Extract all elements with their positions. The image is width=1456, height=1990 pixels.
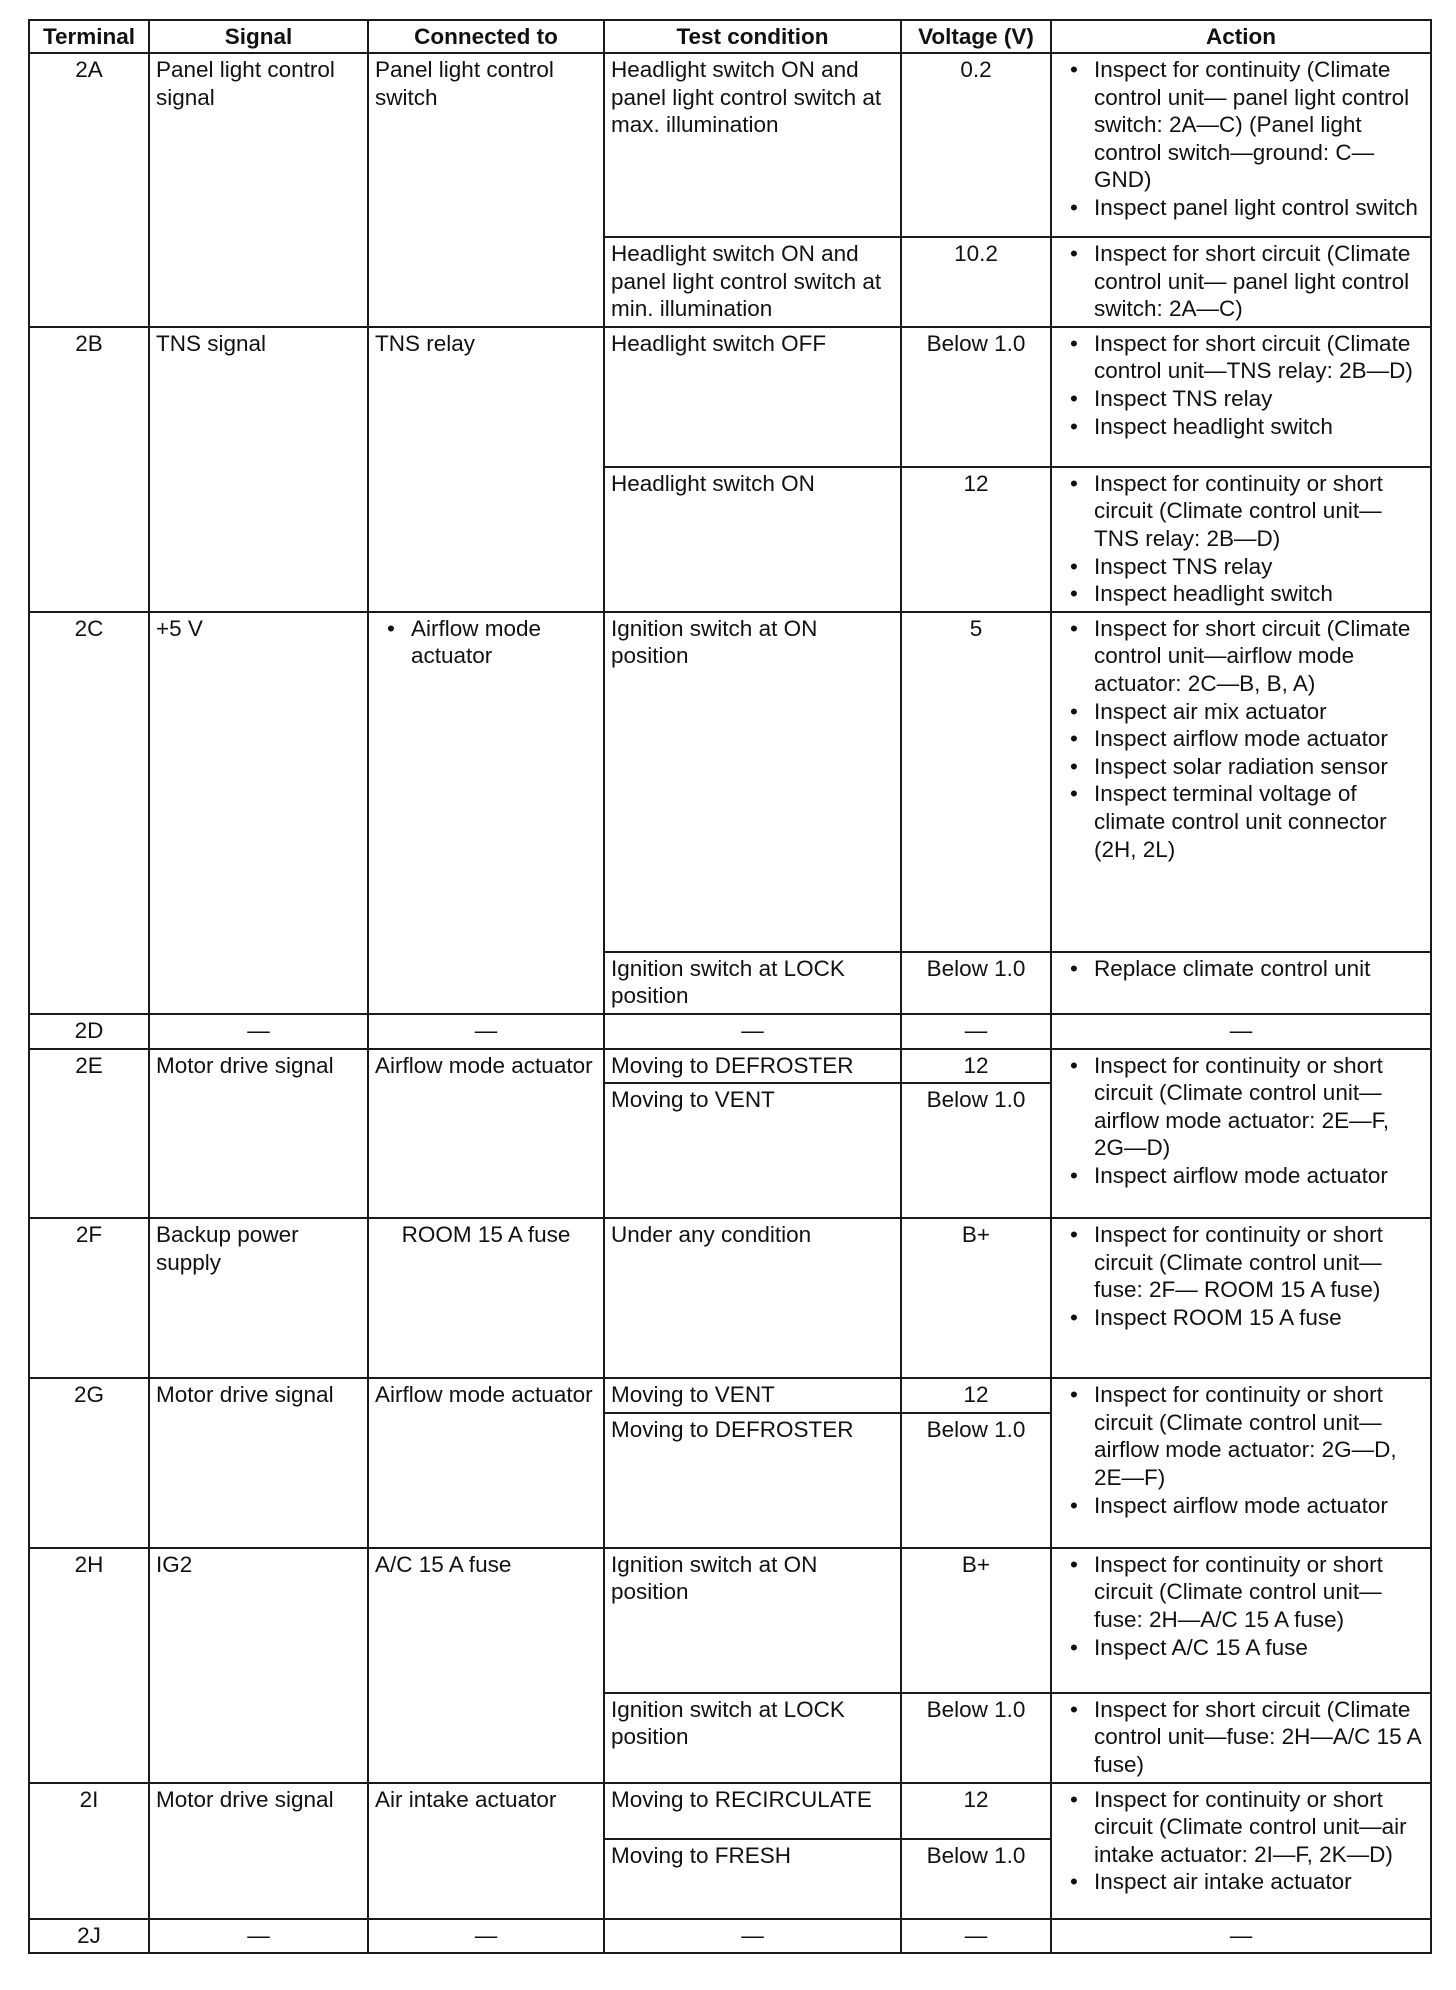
action-item: • Inspect for short circuit (Climate control unit— panel light control switch: 2A—C) xyxy=(1094,240,1424,323)
action-item: • Inspect airflow mode actuator xyxy=(1094,725,1424,753)
action-item: • Inspect for short circuit (Climate control unit—TNS relay: 2B—D) xyxy=(1094,330,1424,385)
action-cell xyxy=(1051,1049,1431,1219)
table-row xyxy=(29,53,1431,237)
action-list xyxy=(1058,1696,1424,1779)
voltage-cell: 12 xyxy=(901,467,1051,612)
empty-dash-cell: — xyxy=(604,1919,901,1954)
connected-to-cell: Airflow mode actuator xyxy=(368,1378,604,1548)
terminal-cell: 2C xyxy=(29,612,149,1014)
voltage-cell: 0.2 xyxy=(901,53,1051,237)
terminal-cell: 2F xyxy=(29,1218,149,1378)
test-condition-cell: Ignition switch at LOCK position xyxy=(604,1693,901,1783)
action-item: • Inspect panel light control switch xyxy=(1094,194,1424,222)
table-row xyxy=(29,1014,1431,1049)
test-condition-cell: Moving to VENT xyxy=(604,1083,901,1218)
signal-cell: +5 V xyxy=(149,612,368,1014)
action-cell xyxy=(1051,237,1431,327)
action-item: • Inspect solar radiation sensor xyxy=(1094,753,1424,781)
terminal-cell: 2J xyxy=(29,1919,149,1954)
connected-to-cell: TNS relay xyxy=(368,327,604,612)
action-list xyxy=(1058,615,1424,863)
action-item: • Inspect for continuity or short circuit (Climate control unit—fuse: 2F— ROOM 15 A fuse) xyxy=(1094,1221,1424,1304)
table-row xyxy=(29,1378,1431,1413)
test-condition-cell: Headlight switch ON and panel light control switch at min. illumination xyxy=(604,237,901,327)
table-row xyxy=(29,1218,1431,1378)
test-condition-cell: Moving to VENT xyxy=(604,1378,901,1413)
action-cell xyxy=(1051,612,1431,952)
action-item: • Inspect air intake actuator xyxy=(1094,1868,1424,1896)
test-condition-cell: Headlight switch ON and panel light control switch at max. illumination xyxy=(604,53,901,237)
terminal-inspection-table xyxy=(28,19,1432,1954)
table-row xyxy=(29,1049,1431,1084)
connected-to-cell: ROOM 15 A fuse xyxy=(368,1218,604,1378)
test-condition-cell: Headlight switch OFF xyxy=(604,327,901,467)
empty-dash-cell: — xyxy=(604,1014,901,1049)
test-condition-cell: Headlight switch ON xyxy=(604,467,901,612)
action-item: • Inspect for continuity or short circuit (Climate control unit—air intake actuator: 2I—F, 2K—D) xyxy=(1094,1786,1424,1869)
action-list xyxy=(1058,1381,1424,1519)
action-item: • Inspect for continuity or short circuit (Climate control unit—airflow mode actuator: 2E—F, 2G—D) xyxy=(1094,1052,1424,1162)
header-connected-to: Connected to xyxy=(368,20,604,53)
action-item: • Inspect airflow mode actuator xyxy=(1094,1492,1424,1520)
signal-cell: Motor drive signal xyxy=(149,1378,368,1548)
voltage-cell: 12 xyxy=(901,1378,1051,1413)
connected-to-cell: Panel light control switch xyxy=(368,53,604,327)
voltage-cell: Below 1.0 xyxy=(901,327,1051,467)
action-list xyxy=(1058,955,1424,983)
action-item: • Inspect airflow mode actuator xyxy=(1094,1162,1424,1190)
test-condition-cell: Moving to DEFROSTER xyxy=(604,1049,901,1084)
connected-to-cell: A/C 15 A fuse xyxy=(368,1548,604,1783)
action-cell xyxy=(1051,952,1431,1014)
voltage-cell: Below 1.0 xyxy=(901,1413,1051,1548)
action-cell xyxy=(1051,53,1431,237)
action-cell xyxy=(1051,1548,1431,1693)
terminal-cell: 2A xyxy=(29,53,149,327)
terminal-inspection-table-wrapper xyxy=(28,19,1430,1954)
action-list xyxy=(1058,470,1424,608)
signal-cell: IG2 xyxy=(149,1548,368,1783)
signal-cell: Panel light control signal xyxy=(149,53,368,327)
action-item: • Inspect TNS relay xyxy=(1094,553,1424,581)
table-row xyxy=(29,1919,1431,1954)
terminal-cell: 2B xyxy=(29,327,149,612)
terminal-cell: 2I xyxy=(29,1783,149,1919)
action-item: • Inspect for short circuit (Climate control unit—airflow mode actuator: 2C—B, B, A) xyxy=(1094,615,1424,698)
terminal-cell: 2H xyxy=(29,1548,149,1783)
signal-cell: Motor drive signal xyxy=(149,1783,368,1919)
action-list xyxy=(1058,1786,1424,1896)
voltage-cell: Below 1.0 xyxy=(901,1693,1051,1783)
connected-to-cell xyxy=(368,612,604,1014)
test-condition-cell: Moving to FRESH xyxy=(604,1839,901,1919)
action-cell xyxy=(1051,1218,1431,1378)
action-item: • Inspect TNS relay xyxy=(1094,385,1424,413)
header-action: Action xyxy=(1051,20,1431,53)
signal-cell: TNS signal xyxy=(149,327,368,612)
action-list xyxy=(1058,330,1424,440)
test-condition-cell: Moving to RECIRCULATE xyxy=(604,1783,901,1839)
empty-dash-cell: — xyxy=(1051,1014,1431,1049)
connected-to-list xyxy=(375,615,597,670)
table-row xyxy=(29,327,1431,467)
empty-dash-cell: — xyxy=(149,1014,368,1049)
table-row xyxy=(29,612,1431,952)
voltage-cell: 5 xyxy=(901,612,1051,952)
action-list xyxy=(1058,1052,1424,1190)
voltage-cell: 12 xyxy=(901,1783,1051,1839)
action-item: • Inspect terminal voltage of climate control unit connector (2H, 2L) xyxy=(1094,780,1424,863)
voltage-cell: Below 1.0 xyxy=(901,1839,1051,1919)
voltage-cell: Below 1.0 xyxy=(901,952,1051,1014)
header-test-condition: Test condition xyxy=(604,20,901,53)
action-item: • Inspect for continuity or short circuit (Climate control unit—airflow mode actuator: 2G—D, 2E—F) xyxy=(1094,1381,1424,1491)
action-list xyxy=(1058,1221,1424,1331)
action-item: • Inspect headlight switch xyxy=(1094,580,1424,608)
empty-dash-cell: — xyxy=(901,1014,1051,1049)
terminal-cell: 2E xyxy=(29,1049,149,1219)
action-item: • Inspect headlight switch xyxy=(1094,413,1424,441)
header-row xyxy=(29,20,1431,53)
action-cell xyxy=(1051,467,1431,612)
terminal-cell: 2G xyxy=(29,1378,149,1548)
signal-cell: Backup power supply xyxy=(149,1218,368,1378)
action-item: • Inspect for short circuit (Climate control unit—fuse: 2H—A/C 15 A fuse) xyxy=(1094,1696,1424,1779)
table-row xyxy=(29,1783,1431,1839)
voltage-cell: B+ xyxy=(901,1548,1051,1693)
action-item: • Replace climate control unit xyxy=(1094,955,1424,983)
test-condition-cell: Ignition switch at ON position xyxy=(604,612,901,952)
table-row xyxy=(29,1548,1431,1693)
action-item: • Inspect ROOM 15 A fuse xyxy=(1094,1304,1424,1332)
test-condition-cell: Ignition switch at LOCK position xyxy=(604,952,901,1014)
action-cell xyxy=(1051,1783,1431,1919)
test-condition-cell: Moving to DEFROSTER xyxy=(604,1413,901,1548)
voltage-cell: Below 1.0 xyxy=(901,1083,1051,1218)
signal-cell: Motor drive signal xyxy=(149,1049,368,1219)
empty-dash-cell: — xyxy=(149,1919,368,1954)
header-signal: Signal xyxy=(149,20,368,53)
empty-dash-cell: — xyxy=(1051,1919,1431,1954)
header-voltage: Voltage (V) xyxy=(901,20,1051,53)
action-list xyxy=(1058,1551,1424,1661)
action-list xyxy=(1058,240,1424,323)
action-cell xyxy=(1051,327,1431,467)
action-cell xyxy=(1051,1378,1431,1548)
action-cell xyxy=(1051,1693,1431,1783)
connected-to-cell: Air intake actuator xyxy=(368,1783,604,1919)
voltage-cell: 10.2 xyxy=(901,237,1051,327)
voltage-cell: 12 xyxy=(901,1049,1051,1084)
empty-dash-cell: — xyxy=(901,1919,1051,1954)
action-item: • Inspect A/C 15 A fuse xyxy=(1094,1634,1424,1662)
test-condition-cell: Ignition switch at ON position xyxy=(604,1548,901,1693)
empty-dash-cell: — xyxy=(368,1014,604,1049)
empty-dash-cell: — xyxy=(368,1919,604,1954)
connected-to-cell: Airflow mode actuator xyxy=(368,1049,604,1219)
header-terminal: Terminal xyxy=(29,20,149,53)
action-item: • Inspect for continuity (Climate control unit— panel light control switch: 2A—C) (Panel light control switch—ground: C—GND) xyxy=(1094,56,1424,194)
terminal-cell: 2D xyxy=(29,1014,149,1049)
action-item: • Inspect for continuity or short circuit (Climate control unit—TNS relay: 2B—D) xyxy=(1094,470,1424,553)
action-item: • Inspect for continuity or short circuit (Climate control unit—fuse: 2H—A/C 15 A fuse) xyxy=(1094,1551,1424,1634)
voltage-cell: B+ xyxy=(901,1218,1051,1378)
action-list xyxy=(1058,56,1424,222)
action-item: • Inspect air mix actuator xyxy=(1094,698,1424,726)
connected-to-item: • Airflow mode actuator xyxy=(411,615,597,670)
test-condition-cell: Under any condition xyxy=(604,1218,901,1378)
